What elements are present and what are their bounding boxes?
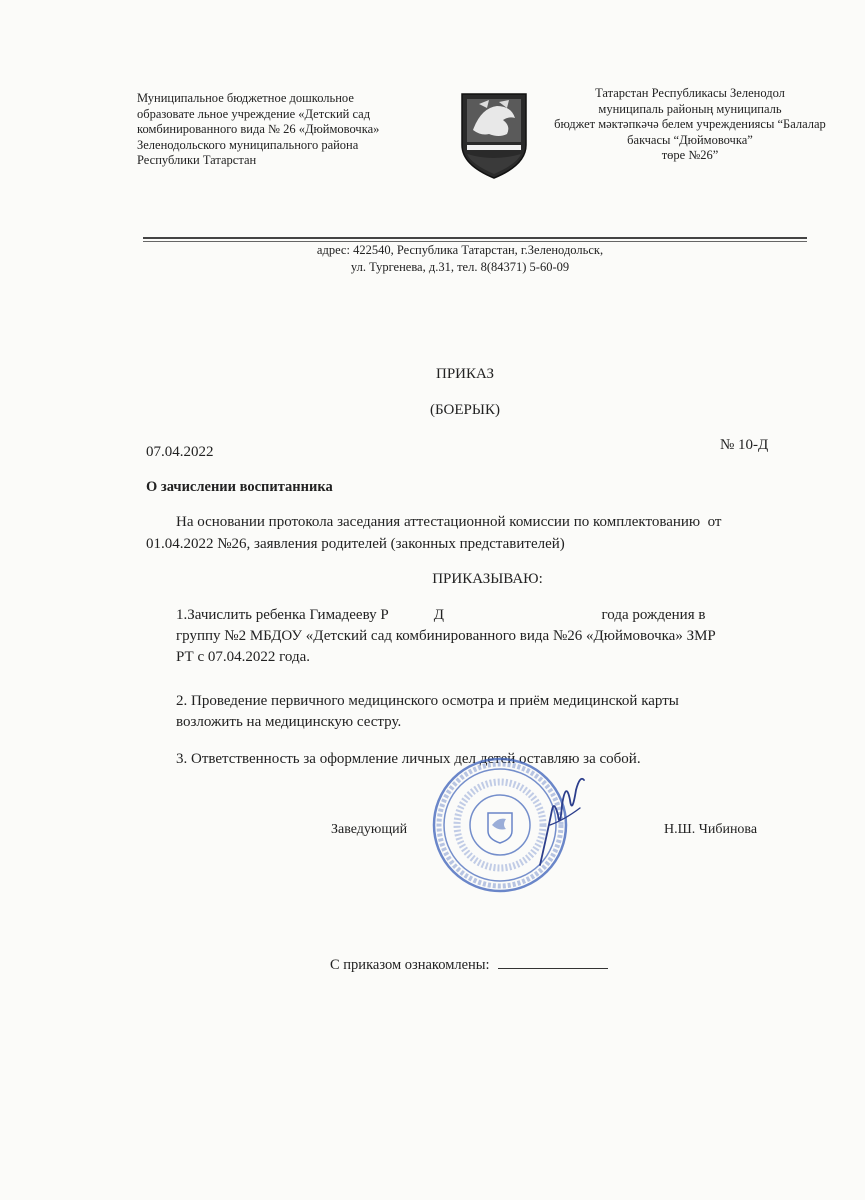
acknowledgement-blank <box>498 954 608 969</box>
header-right-line: бакчасы “Дюймовочка” <box>627 132 753 147</box>
header-left-line: Зеленодольского муниципального района <box>137 137 359 152</box>
document-title-tatar: (БОЕРЫК) <box>430 402 500 418</box>
header-left-line: Республики Татарстан <box>137 153 257 167</box>
order-heading: ПРИКАЗЫВАЮ: <box>432 571 543 587</box>
header-left-block <box>137 91 437 169</box>
header-right-line: муниципаль районың муниципаль <box>598 101 782 116</box>
item1-line-1: 1.Зачислить ребенка Гимадееву Р Д года рождения в <box>176 607 706 623</box>
header-left-line: образовате льное учреждение «Детский сад <box>137 106 371 121</box>
item1-line-3: РТ с 07.04.2022 года. <box>176 649 310 665</box>
address-block <box>250 242 670 276</box>
basis-line-1: На основании протокола заседания аттестационной комиссии по комплектованию от <box>146 514 722 530</box>
item2-line-1: 2. Проведение первичного медицинского осмотра и приём медицинской карты <box>176 693 679 709</box>
header-right-line: Татарстан Республикасы Зеленодол <box>595 86 785 100</box>
handwritten-signature <box>530 770 590 870</box>
item3-line: 3. Ответственность за оформление личных дел детей оставляю за собой. <box>176 751 641 767</box>
document-number: № 10-Д <box>720 437 769 453</box>
document-date: 07.04.2022 <box>146 444 214 460</box>
order-item-2 <box>176 691 816 733</box>
document-title: ПРИКАЗ <box>436 366 494 382</box>
item1-line-2: группу №2 МБДОУ «Детский сад комбинированного вида №26 «Дюймовочка» ЗМР <box>176 628 716 644</box>
signatory-title: Заведующий <box>331 822 408 837</box>
header-divider-thick <box>143 237 807 239</box>
address-line-2: ул. Тургенева, д.31, тел. 8(84371) 5-60-09 <box>350 260 570 274</box>
basis-paragraph <box>146 511 826 555</box>
document-subject: О зачислении воспитанника <box>146 479 333 495</box>
basis-line-2: 01.04.2022 №26, заявления родителей (законных представителей) <box>146 536 565 552</box>
item2-line-2: возложить на медицинскую сестру. <box>176 714 402 730</box>
coat-of-arms-emblem <box>459 90 529 180</box>
header-right-line: бюджет мәктәпкәчә белем учреждениясы “Балалар <box>554 117 826 131</box>
signatory-name: Н.Ш. Чибинова <box>664 822 758 837</box>
header-left-line: Муниципальное бюджетное дошкольное <box>137 91 354 105</box>
header-right-line: төре №26” <box>661 148 719 162</box>
header-right-block <box>520 86 860 164</box>
address-line-1: адрес: 422540, Республика Татарстан, г.Зеленодольск, <box>316 243 604 257</box>
acknowledgement-text: С приказом ознакомлены: <box>330 957 490 973</box>
header-left-line: комбинированного вида № 26 «Дюймовочка» <box>137 122 380 136</box>
acknowledgement-line <box>330 954 608 974</box>
order-item-1 <box>176 605 816 668</box>
